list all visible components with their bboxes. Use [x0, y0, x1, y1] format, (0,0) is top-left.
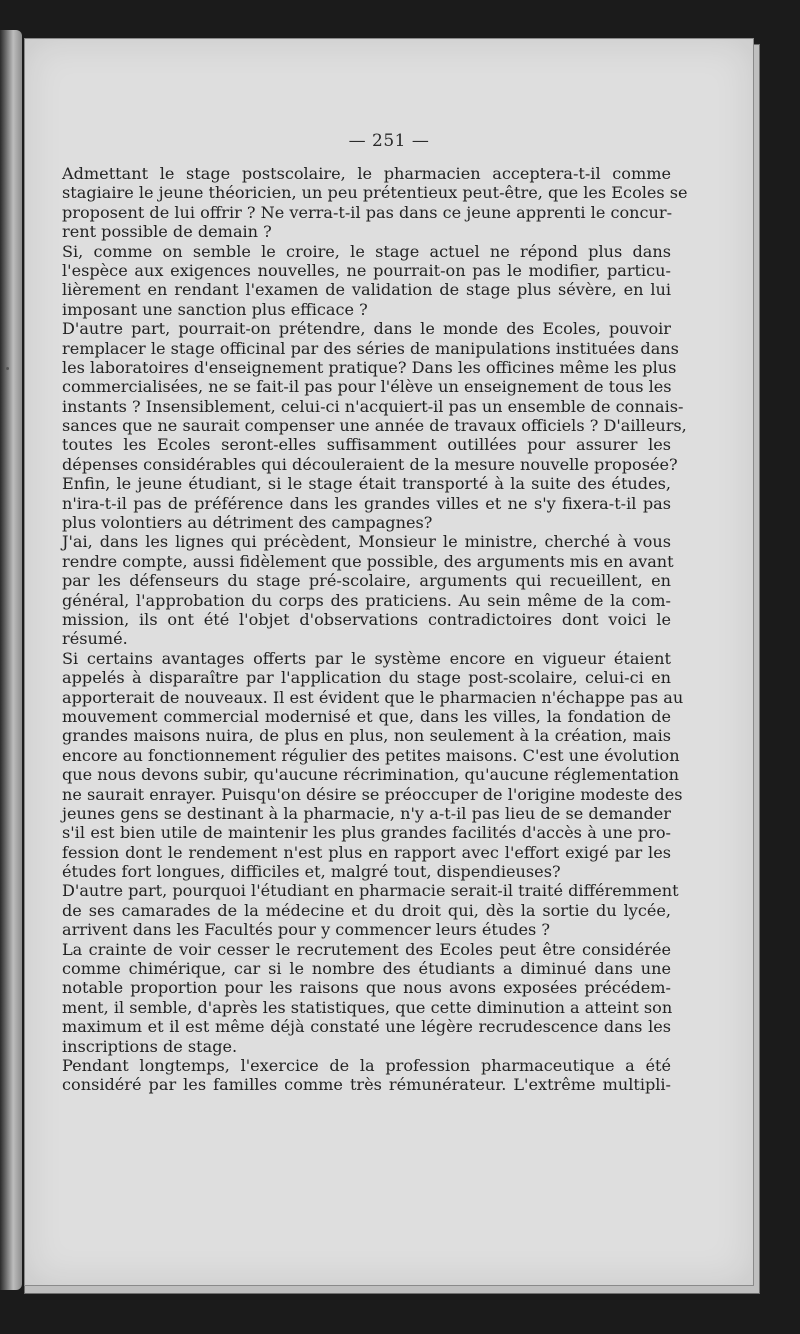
text-line: arrivent dans les Facultés pour y commencer leurs études ?: [62, 920, 551, 940]
text-line: sances que ne saurait compenser une année de travaux officiels ? D'ailleurs,: [62, 416, 687, 436]
text-line: ne saurait enrayer. Puisqu'on désire se préoccuper de l'origine modeste des: [62, 784, 683, 804]
text-line: inscriptions de stage.: [62, 1036, 238, 1056]
text-line: apporterait de nouveaux. Il est évident que le pharmacien n'échappe pas au: [62, 687, 684, 707]
text-line: toutes les Ecoles seront-elles suffisamment outillées pour assurer les: [62, 435, 671, 455]
text-line: imposant une sanction plus efficace ?: [62, 299, 368, 319]
text-line: lièrement en rendant l'examen de validation de stage plus sévère, en lui: [62, 280, 671, 300]
text-line: rendre compte, aussi fidèlement que possible, des arguments mis en avant: [62, 551, 674, 571]
text-line: D'autre part, pourquoi l'étudiant en pharmacie serait-il traité différemment: [62, 881, 679, 901]
page-number: — 251 —: [348, 131, 430, 151]
text-line: jeunes gens se destinant à la pharmacie, n'y a-t-il pas lieu de se demander: [62, 803, 671, 823]
book-spine-edge: [0, 30, 22, 1290]
text-line: Pendant longtemps, l'exercice de la profession pharmaceutique a été: [62, 1055, 671, 1075]
text-line: appelés à disparaître par l'application du stage post-scolaire, celui-ci en: [62, 668, 671, 688]
text-line: considéré par les familles comme très rémunérateur. L'extrême multipli-: [62, 1075, 671, 1095]
text-line: par les défenseurs du stage pré-scolaire, arguments qui recueillent, en: [62, 571, 671, 591]
text-line: mouvement commercial modernisé et que, dans les villes, la fondation de: [62, 706, 671, 726]
text-line: études fort longues, difficiles et, malgré tout, dispendieuses?: [62, 862, 561, 882]
text-line: D'autre part, pourrait-on prétendre, dans le monde des Ecoles, pouvoir: [62, 319, 671, 339]
text-line: stagiaire le jeune théoricien, un peu prétentieux peut-être, que les Ecoles se: [62, 183, 688, 203]
text-line: les laboratoires d'enseignement pratique? Dans les officines même les plus: [62, 357, 677, 377]
text-line: instants ? Insensiblement, celui-ci n'acquiert-il pas un ensemble de connais-: [62, 396, 684, 416]
text-line: Enfin, le jeune étudiant, si le stage était transporté à la suite des études,: [62, 474, 671, 494]
gutter-mark: [6, 367, 9, 370]
text-line: fession dont le rendement n'est plus en rapport avec l'effort exigé par les: [62, 842, 671, 862]
text-line: dépenses considérables qui découleraient de la mesure nouvelle proposée?: [62, 454, 678, 474]
text-line: s'il est bien utile de maintenir les plus grandes facilités d'accès à une pro-: [62, 823, 671, 843]
document-page: [24, 38, 754, 1286]
text-line: encore au fonctionnement régulier des petites maisons. C'est une évolution: [62, 745, 680, 765]
text-line: Admettant le stage postscolaire, le pharmacien acceptera-t-il comme: [62, 164, 671, 183]
text-line: maximum et il est même déjà constaté une légère recrudescence dans les: [62, 1017, 671, 1037]
text-line: commercialisées, ne se fait-il pas pour l'élève un enseignement de tous les: [62, 377, 672, 397]
text-line: de ses camarades de la médecine et du droit qui, dès la sortie du lycée,: [62, 900, 671, 920]
text-line: plus volontiers au détriment des campagnes?: [62, 513, 433, 533]
text-line: proposent de lui offrir ? Ne verra-t-il pas dans ce jeune apprenti le concur-: [62, 202, 673, 222]
text-line: l'espèce aux exigences nouvelles, ne pourrait-on pas le modifier, particu-: [62, 260, 671, 280]
text-line: ment, il semble, d'après les statistiques, que cette diminution a atteint son: [62, 997, 673, 1017]
text-line: La crainte de voir cesser le recrutement des Ecoles peut être considérée: [62, 939, 671, 959]
text-line: résumé.: [62, 629, 128, 649]
body-text: [62, 164, 688, 1095]
text-line: mission, ils ont été l'objet d'observations contradictoires dont voici le: [62, 609, 671, 629]
text-line: comme chimérique, car si le nombre des étudiants a diminué dans une: [62, 959, 671, 979]
text-line: que nous devons subir, qu'aucune récrimination, qu'aucune réglementation: [62, 765, 679, 785]
text-line: remplacer le stage officinal par des séries de manipulations instituées dans: [62, 338, 679, 358]
text-line: général, l'approbation du corps des praticiens. Au sein même de la com-: [62, 590, 671, 610]
text-line: grandes maisons nuira, de plus en plus, non seulement à la création, mais: [62, 726, 671, 746]
text-line: Si, comme on semble le croire, le stage actuel ne répond plus dans: [62, 241, 671, 261]
text-line: rent possible de demain ?: [62, 222, 272, 242]
text-line: notable proportion pour les raisons que nous avons exposées précédem-: [62, 978, 671, 998]
text-line: J'ai, dans les lignes qui précèdent, Monsieur le ministre, cherché à vous: [62, 532, 671, 552]
text-line: n'ira-t-il pas de préférence dans les grandes villes et ne s'y fixera-t-il pas: [62, 493, 671, 513]
text-line: Si certains avantages offerts par le système encore en vigueur étaient: [62, 648, 671, 668]
